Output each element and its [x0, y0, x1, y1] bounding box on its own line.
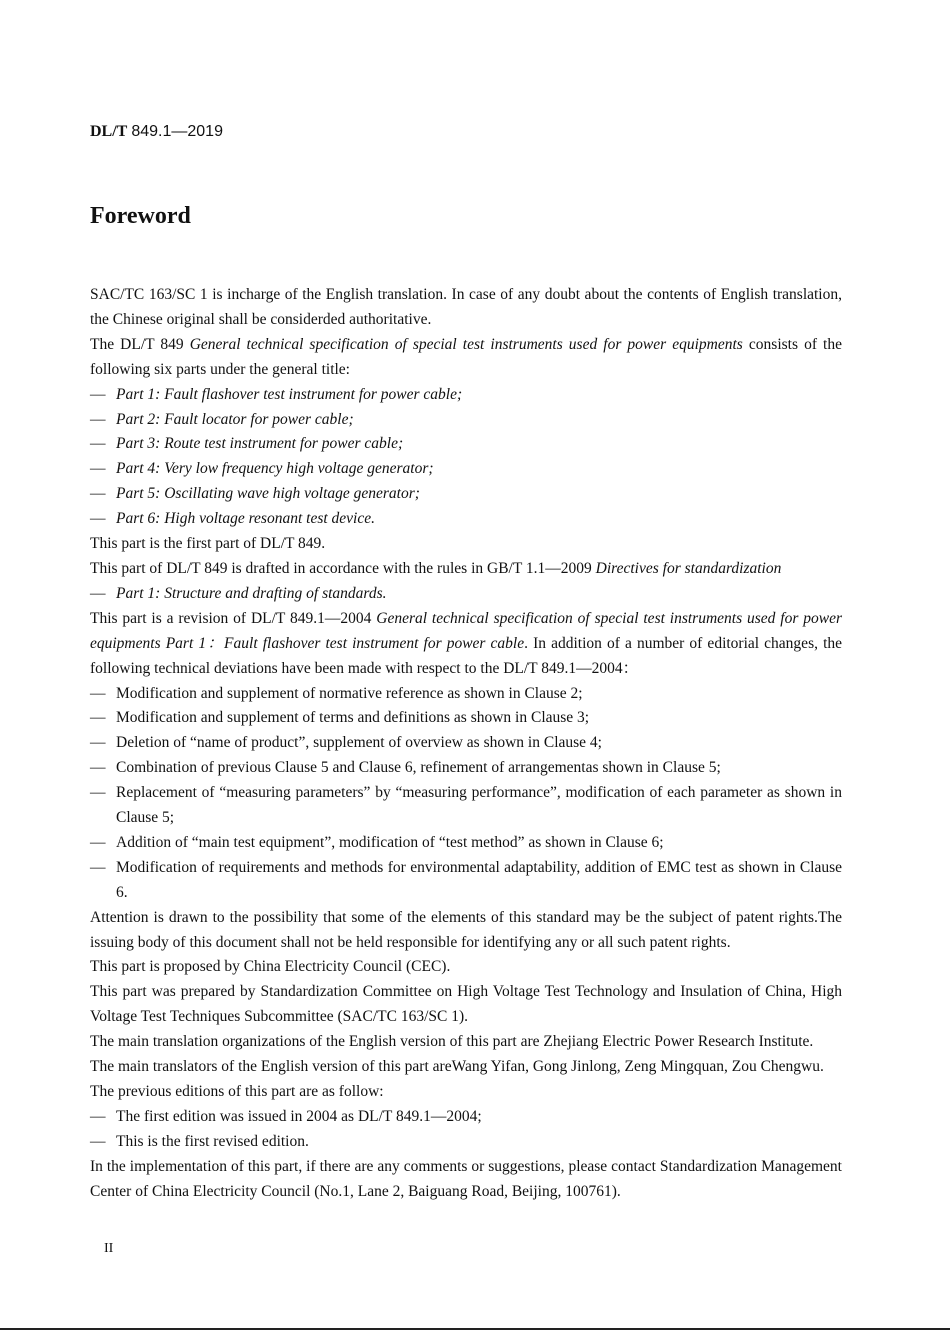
dash-marker: — [90, 410, 106, 428]
list-item-text: Modification and supplement of terms and definitions as shown in Clause 3; [116, 709, 590, 727]
page-title: Foreword [90, 203, 191, 229]
list-item [90, 482, 842, 507]
paragraph-patent-rights: Attention is drawn to the possibility that some of the elements of this standard may be the subject of patent rights.The issuing body of this document shall not be held responsible for identifying any or all such patent rights. [90, 908, 842, 951]
dash-marker: — [90, 784, 106, 802]
list-item-text: Part 2: Fault locator for power cable; [116, 410, 354, 428]
paragraph-prepared-by: This part was prepared by Standardization Committee on High Voltage Test Technology and Insulation of China, High Voltage Test Techniques Subcommittee (SAC/TC 163/SC 1). [90, 983, 842, 1026]
dash-marker: — [90, 485, 106, 503]
dash-marker: — [90, 759, 106, 777]
list-item [90, 408, 842, 433]
list-item-text: This is the first revised edition. [116, 1132, 309, 1150]
list-item [90, 457, 842, 482]
text-span: This part is a revision of DL/T 849.1—2004 [90, 609, 377, 627]
paragraph-proposed-by: This part is proposed by China Electricity Council (CEC). [90, 958, 451, 976]
dash-marker: — [90, 709, 106, 727]
list-item-text: Part 6: High voltage resonant test device. [116, 510, 375, 528]
standard-code: DL/T [90, 123, 128, 140]
text-span: This part of DL/T 849 is drafted in accordance with the rules in GB/T 1.1—2009 [90, 559, 596, 577]
dash-marker: — [90, 435, 106, 453]
list-item-text: Part 1: Structure and drafting of standards. [116, 584, 387, 602]
paragraph-first-part: This part is the first part of DL/T 849. [90, 535, 326, 553]
dash-marker: — [90, 858, 106, 876]
foreword-body [90, 283, 842, 1205]
dash-marker: — [90, 460, 106, 478]
text-span: . In addition of a number of editorial changes, the following technical deviations have been made with respect to the DL/T 849.1—2004： [90, 634, 843, 677]
standard-number: 849.1—2019 [131, 123, 223, 140]
list-item-text: The first edition was issued in 2004 as DL/T 849.1—2004; [116, 1107, 482, 1125]
list-item [90, 856, 842, 906]
list-item [90, 383, 842, 408]
paragraph-translation-orgs: The main translation organizations of the English version of this part are Zhejiang Electric Power Research Institute. [90, 1033, 814, 1051]
text-span: The DL/T 849 [90, 335, 190, 353]
list-item-text: Deletion of “name of product”, supplement of overview as shown in Clause 4; [116, 734, 602, 752]
list-item [90, 582, 842, 607]
list-item [90, 731, 842, 756]
list-item [90, 432, 842, 457]
list-item-text: Part 5: Oscillating wave high voltage generator; [116, 485, 420, 503]
paragraph-previous-editions: The previous editions of this part are as follow: [90, 1083, 384, 1100]
list-item-text: Modification and supplement of normative reference as shown in Clause 2; [116, 684, 583, 702]
list-item [90, 756, 842, 781]
dash-marker: — [90, 1107, 106, 1125]
text-span: consists of the following six parts under the general title: [90, 335, 842, 378]
standard-title: Directives for standardization [595, 559, 782, 577]
list-item-text: Replacement of “measuring parameters” by “measuring performance”, modification of each parameter as shown in Clause 5; [116, 784, 842, 827]
list-item-text: Part 3: Route test instrument for power cable; [116, 435, 404, 453]
list-item [90, 706, 842, 731]
dash-marker: — [90, 1132, 106, 1150]
dash-marker: — [90, 684, 106, 702]
list-item [90, 781, 842, 831]
list-item [90, 507, 842, 532]
editions-list [90, 1105, 842, 1155]
list-item [90, 682, 842, 707]
standard-title: General technical specification of special test instruments used for power equipments [189, 335, 743, 353]
paragraph-revision [90, 607, 842, 682]
paragraph-translators: The main translators of the English version of this part areWang Yifan, Gong Jinlong, Zeng Mingquan, Zou Chengwu. [90, 1058, 824, 1076]
dash-marker: — [90, 584, 106, 602]
dash-marker: — [90, 734, 106, 752]
list-item-text: Addition of “main test equipment”, modification of “test method” as shown in Clause 6; [116, 833, 664, 851]
parts-list [90, 383, 842, 532]
list-item-text: Combination of previous Clause 5 and Clause 6, refinement of arrangementas shown in Clause 5; [116, 759, 721, 777]
paragraph-translation-note: SAC/TC 163/SC 1 is incharge of the English translation. In case of any doubt about the contents of English translation, the Chinese original shall be considerded authoritative. [90, 286, 842, 328]
dash-marker: — [90, 833, 106, 851]
list-item-text: Part 4: Very low frequency high voltage generator; [116, 460, 434, 478]
standard-title: General technical specification of special test instruments used for power equipments Part 1：Fault flashover test instrument for power cable [90, 609, 842, 652]
document-header [90, 123, 223, 141]
list-item [90, 831, 842, 856]
list-item [90, 1105, 842, 1130]
paragraph-contact: In the implementation of this part, if there are any comments or suggestions, please contact Standardization Management Center of China Electricity Council (No.1, Lane 2, Baiguang Road, Beijing, 100761). [90, 1157, 842, 1200]
list-item-text: Modification of requirements and methods for environmental adaptability, addition of EMC test as shown in Clause 6. [116, 858, 842, 901]
dash-marker: — [90, 385, 106, 403]
paragraph-parts-intro [90, 333, 842, 383]
list-item [90, 1130, 842, 1155]
page-number: II [104, 1241, 114, 1256]
paragraph-drafting-rules [90, 557, 842, 582]
changes-list [90, 682, 842, 906]
list-item-text: Part 1: Fault flashover test instrument for power cable; [116, 385, 463, 403]
dash-marker: — [90, 510, 106, 528]
page-bottom-rule [0, 1328, 950, 1330]
